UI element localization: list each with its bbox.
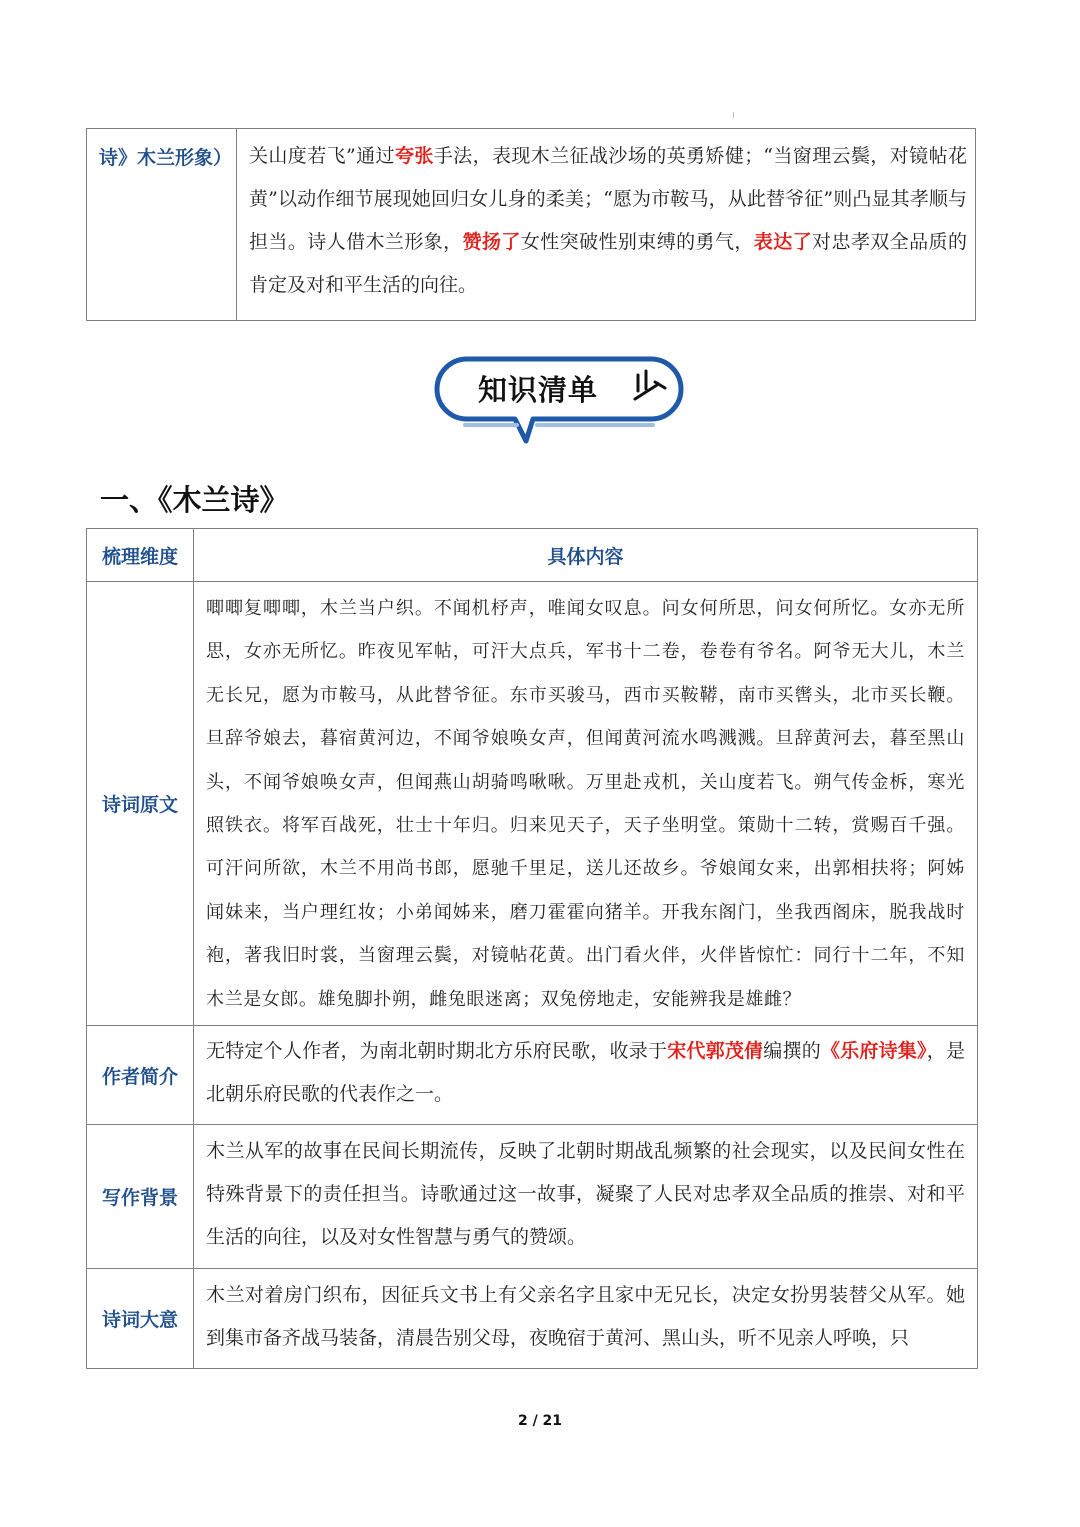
text-segment: 无特定个人作者，为南北朝时期北方乐府民歌，收录于 [206,1040,668,1063]
row-content [194,1125,978,1269]
section-title: 一、《木兰诗》 [100,483,289,517]
row-content [194,582,978,1026]
highlight-text: 表达了 [753,231,813,253]
row-label: 诗》木兰形象） [87,129,237,321]
text-segment: ，是北朝乐府民歌的代表作之一。 [206,1040,965,1106]
text-segment: 编撰的 [763,1040,821,1063]
header-content: 具体内容 [194,529,978,582]
row-content [194,1269,978,1369]
row-content [194,1026,978,1125]
text-segment: 木兰从军的故事在民间长期流传，反映了北朝时期战乱频繁的社会现实，以及民间女性在特殊背景下的责任担当。诗歌通过这一故事，凝聚了人民对忠孝双全品质的推崇、对和平生活的向往，以及对女性智慧与勇气的赞颂。 [206,1140,965,1249]
page-number: 2 / 21 [517,1413,563,1429]
text-segment: 唧唧复唧唧，木兰当户织。不闻机杼声，唯闻女叹息。问女何所思，问女何所忆。女亦无所思，女亦无所忆。昨夜见军帖，可汗大点兵，军书十二卷，卷卷有爷名。阿爷无大儿，木兰无长兄，愿为市鞍马，从此替爷征。东市买骏马，西市买鞍鞯，南市买辔头，北市买长鞭。旦辞爷娘去，暮宿黄河边，不闻爷娘唤女声，但闻黄河流水鸣溅溅。旦辞黄河去，暮至黑山头，不闻爷娘唤女声，但闻燕山胡骑鸣啾啾。万里赴戎机，关山度若飞。朔气传金柝，寒光照铁衣。将军百战死，壮士十年归。归来见天子，天子坐明堂。策勋十二转，赏赐百千强。可汗问所欲，木兰不用尚书郎，愿驰千里足，送儿还故乡。爷娘闻女来，出郭相扶将；阿姊闻妹来，当户理红妆；小弟闻姊来，磨刀霍霍向猪羊。开我东阁门，坐我西阁床，脱我战时袍，著我旧时裳，当窗理云鬓，对镜帖花黄。出门看火伴，火伴皆惊忙：同行十二年，不知木兰是女郎。雄兔脚扑朔，雌兔眼迷离；双兔傍地走，安能辨我是雄雌？ [206,598,965,1010]
row-label: 诗词原文 [87,582,194,1026]
highlight-text: 《乐府诗集》 [820,1040,927,1063]
row-label: 写作背景 [87,1125,194,1269]
text-segment: 女性突破性别束缚的勇气， [520,231,754,253]
table-row [87,582,978,1026]
table-header-row [87,529,978,582]
table-row [87,1269,978,1369]
row-label: 作者简介 [87,1026,194,1125]
table-row [87,1125,978,1269]
mulan-poem-table [86,528,978,1369]
continuation-table [86,128,976,321]
highlight-text: 赞扬了 [462,231,521,253]
text-segment: 关山度若飞”通过 [249,145,395,167]
scan-mark [733,112,734,118]
highlight-text: 夸张 [394,145,434,167]
table-row [87,1026,978,1125]
row-label: 诗词大意 [87,1269,194,1369]
highlight-text: 宋代郭茂倩 [667,1040,764,1063]
row-content [237,129,976,321]
header-dimension: 梳理维度 [87,529,194,582]
table-row [87,129,976,321]
text-segment: 手法，表现木兰征战沙场的英勇矫健；“当窗理云鬓，对镜帖花黄”以动作细节展现她回归女儿身的柔美；“愿为市鞍马，从此替爷征”则凸显其孝顺与担当。诗人借木兰形象， [249,145,967,253]
badge-title: 知识清单 [478,373,599,407]
text-segment: 对忠孝双全品质的肯定及对和平生活的向往。 [249,231,967,296]
text-segment: 木兰对着房门织布，因征兵文书上有父亲名字且家中无兄长，决定女扮男装替父从军。她到集市备齐战马装备，清晨告别父母，夜晚宿于黄河、黑山头，听不见亲人呼唤，只 [206,1284,965,1350]
